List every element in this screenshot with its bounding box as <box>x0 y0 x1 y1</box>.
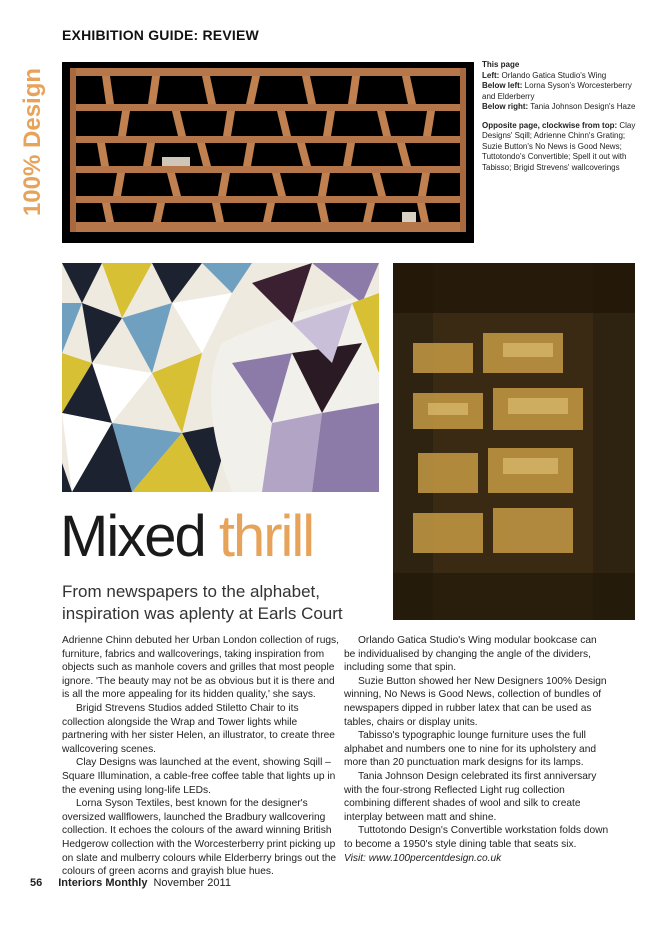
caption-heading: This page <box>482 60 520 69</box>
body-column-2 <box>344 634 610 865</box>
caption-heading: Opposite page, clockwise from top: <box>482 120 618 130</box>
caption-this-page <box>482 60 642 113</box>
body-paragraph: Lorna Syson Textiles, best known for the designer's oversized wallflowers, launched the Bradbury wallcovering collection. It echoes the colours of the award winning British Hedgerow collection with the Worcesterberry print picking up on slate and mulberry colours while Elderberry brings out the colours of green acorns and grayish blue hues. <box>62 798 337 878</box>
headline <box>60 500 313 574</box>
caption-text: Lorna Syson's Worcesterberry and Elderberry <box>482 81 632 101</box>
caption-label: Left: <box>482 70 500 80</box>
wallpaper-photo <box>62 263 379 492</box>
caption-text: Clay Designs' Sqill; Adrienne Chinn's Grating; Suzie Button's No News is Good News; Tuttotondo's Convertible; Spell it out with Tabisso; Brigid Strevens' wallcoverings <box>482 120 636 172</box>
caption-label: Below right: <box>482 102 529 111</box>
photo-captions <box>482 60 642 181</box>
bookcase-photo <box>62 62 474 243</box>
rug-photo <box>393 263 635 620</box>
sidebar-label <box>14 62 52 222</box>
caption-opposite-page <box>482 121 642 174</box>
caption-text: Orlando Gatica Studio's Wing <box>499 70 607 80</box>
caption-text: Tania Johnson Design's Haze <box>528 102 636 111</box>
section-title: EXHIBITION GUIDE: REVIEW <box>62 27 259 43</box>
sidebar-label-text: 100% Design <box>19 67 46 217</box>
page-number: 56 <box>30 877 43 889</box>
body-paragraph: Tabisso's typographic lounge furniture uses the full alphabet and numbers one to nine for its upholstery and more than 20 punctuation mark designs for its lamps. <box>344 730 597 769</box>
body-paragraph: Brigid Strevens Studios added Stiletto Chair to its collection alongside the Wrap and Tower lights while partnering with her sister Helen, an illustrator, to create three wallcovering scenes. <box>62 702 335 755</box>
body-paragraph: Tuttotondo Design's Convertible workstation folds down to become a 1950's style dining table that seats six. <box>344 825 609 850</box>
standfirst: From newspapers to the alphabet, inspiration was aplenty at Earls Court <box>62 582 343 623</box>
body-paragraph: Adrienne Chinn debuted her Urban London collection of rugs, furniture, fabrics and wallcoverings, taking inspiration from objects such as manhole covers and grilles that most people ignore. 'The beauty may not be as obvious but it is there and is all the more appealing for its hidden quality,' she says. <box>62 635 339 701</box>
headline-word-2: thrill <box>218 504 314 569</box>
visit-link[interactable]: Visit: www.100percentdesign.co.uk <box>344 852 502 864</box>
magazine-name: Interiors Monthly <box>58 877 148 889</box>
body-paragraph: Orlando Gatica Studio's Wing modular bookcase can be individualised by changing the angle of the dividers, including some that spin. <box>344 635 597 674</box>
issue-date: November 2011 <box>153 877 231 889</box>
headline-word-1: Mixed <box>60 504 205 569</box>
body-column-1 <box>62 634 342 879</box>
body-paragraph: Suzie Button showed her New Designers 100% Design winning, No News is Good News, collection of bundles of newspapers dipped in rubber latex that can be used as tables, chairs or display units. <box>344 675 607 728</box>
caption-label: Below left: <box>482 81 523 90</box>
page-footer <box>30 877 231 889</box>
body-paragraph: Clay Designs was launched at the event, showing Sqill – Square Illumination, a cable-free coffee table that lights up in the evening using long-life LEDs. <box>62 757 336 796</box>
body-paragraph: Tania Johnson Design celebrated its first anniversary with the four-strong Reflected Light rug collection combining different shades of wool and silk to create interplay between matt and shine. <box>344 770 597 823</box>
